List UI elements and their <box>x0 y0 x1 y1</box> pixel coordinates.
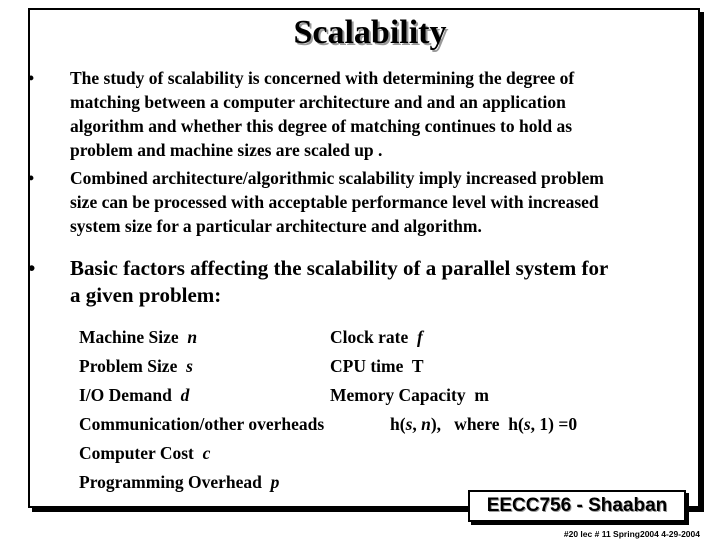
overhead-s: s <box>405 414 413 434</box>
overhead-n: n <box>421 414 431 434</box>
bullet-3-line-2: a given problem: <box>70 283 222 307</box>
factor-programming-overhead <box>79 472 279 493</box>
factor-label: Machine Size <box>79 327 179 347</box>
footer-label: EECC756 - Shaaban <box>486 495 668 516</box>
bullet-symbol: • <box>28 256 36 280</box>
factor-label: Communication/other overheads <box>79 414 325 434</box>
bullet-1-text <box>70 66 710 162</box>
factor-symbol: T <box>411 356 424 376</box>
factor-symbol: m <box>474 385 489 405</box>
factor-computer-cost <box>79 443 210 464</box>
factor-label: Memory Capacity <box>330 385 466 405</box>
factor-symbol: d <box>180 385 190 405</box>
factor-label: Computer Cost <box>79 443 194 463</box>
bullet-2-line-1: Combined architecture/algorithmic scalability imply increased problem <box>70 168 604 188</box>
bullet-1-line-1: The study of scalability is concerned with determining the degree of <box>70 68 575 88</box>
bullet-2-text <box>70 166 710 238</box>
overhead-comma: , <box>412 414 417 434</box>
bullet-3-line-1: Basic factors affecting the scalability of a parallel system for <box>70 256 609 280</box>
factor-memory-capacity <box>330 385 489 406</box>
bullet-1-line-3: algorithm and whether this degree of matching continues to hold as <box>70 116 573 136</box>
factor-label: CPU time <box>330 356 404 376</box>
factor-comm-overheads <box>79 414 324 435</box>
bullet-2-line-3: system size for a particular architecture and algorithm. <box>70 216 482 236</box>
factor-label: Programming Overhead <box>79 472 262 492</box>
bullet-symbol: • <box>28 68 35 88</box>
overhead-s2: s <box>523 414 531 434</box>
bullet-3-text <box>70 255 710 309</box>
slide-title: Scalability <box>293 14 447 51</box>
factor-io-demand <box>79 385 189 406</box>
overhead-close: ), where h( <box>430 414 524 434</box>
bullet-1-line-4: problem and machine sizes are scaled up . <box>70 140 383 160</box>
factor-label: Problem Size <box>79 356 178 376</box>
bullet-2-line-2: size can be processed with acceptable performance level with increased <box>70 192 599 212</box>
footer-box <box>468 490 686 522</box>
footer-sub: #20 lec # 11 Spring2004 4-29-2004 <box>563 529 700 539</box>
factor-symbol: p <box>270 472 280 492</box>
bullet-symbol: • <box>28 168 35 188</box>
factor-cpu-time <box>330 356 424 377</box>
factor-overhead-function <box>390 414 577 435</box>
overhead-h: h( <box>390 414 406 434</box>
factor-label: Clock rate <box>330 327 409 347</box>
overhead-tail: , 1) =0 <box>530 414 578 434</box>
factor-machine-size <box>79 327 197 348</box>
factor-symbol: f <box>417 327 423 347</box>
factor-problem-size <box>79 356 193 377</box>
bullet-1-line-2: matching between a computer architecture and and an application <box>70 92 566 112</box>
factor-symbol: n <box>187 327 198 347</box>
factor-symbol: c <box>202 443 211 463</box>
factor-symbol: s <box>186 356 193 376</box>
factor-clock-rate <box>330 327 423 348</box>
factor-label: I/O Demand <box>79 385 172 405</box>
